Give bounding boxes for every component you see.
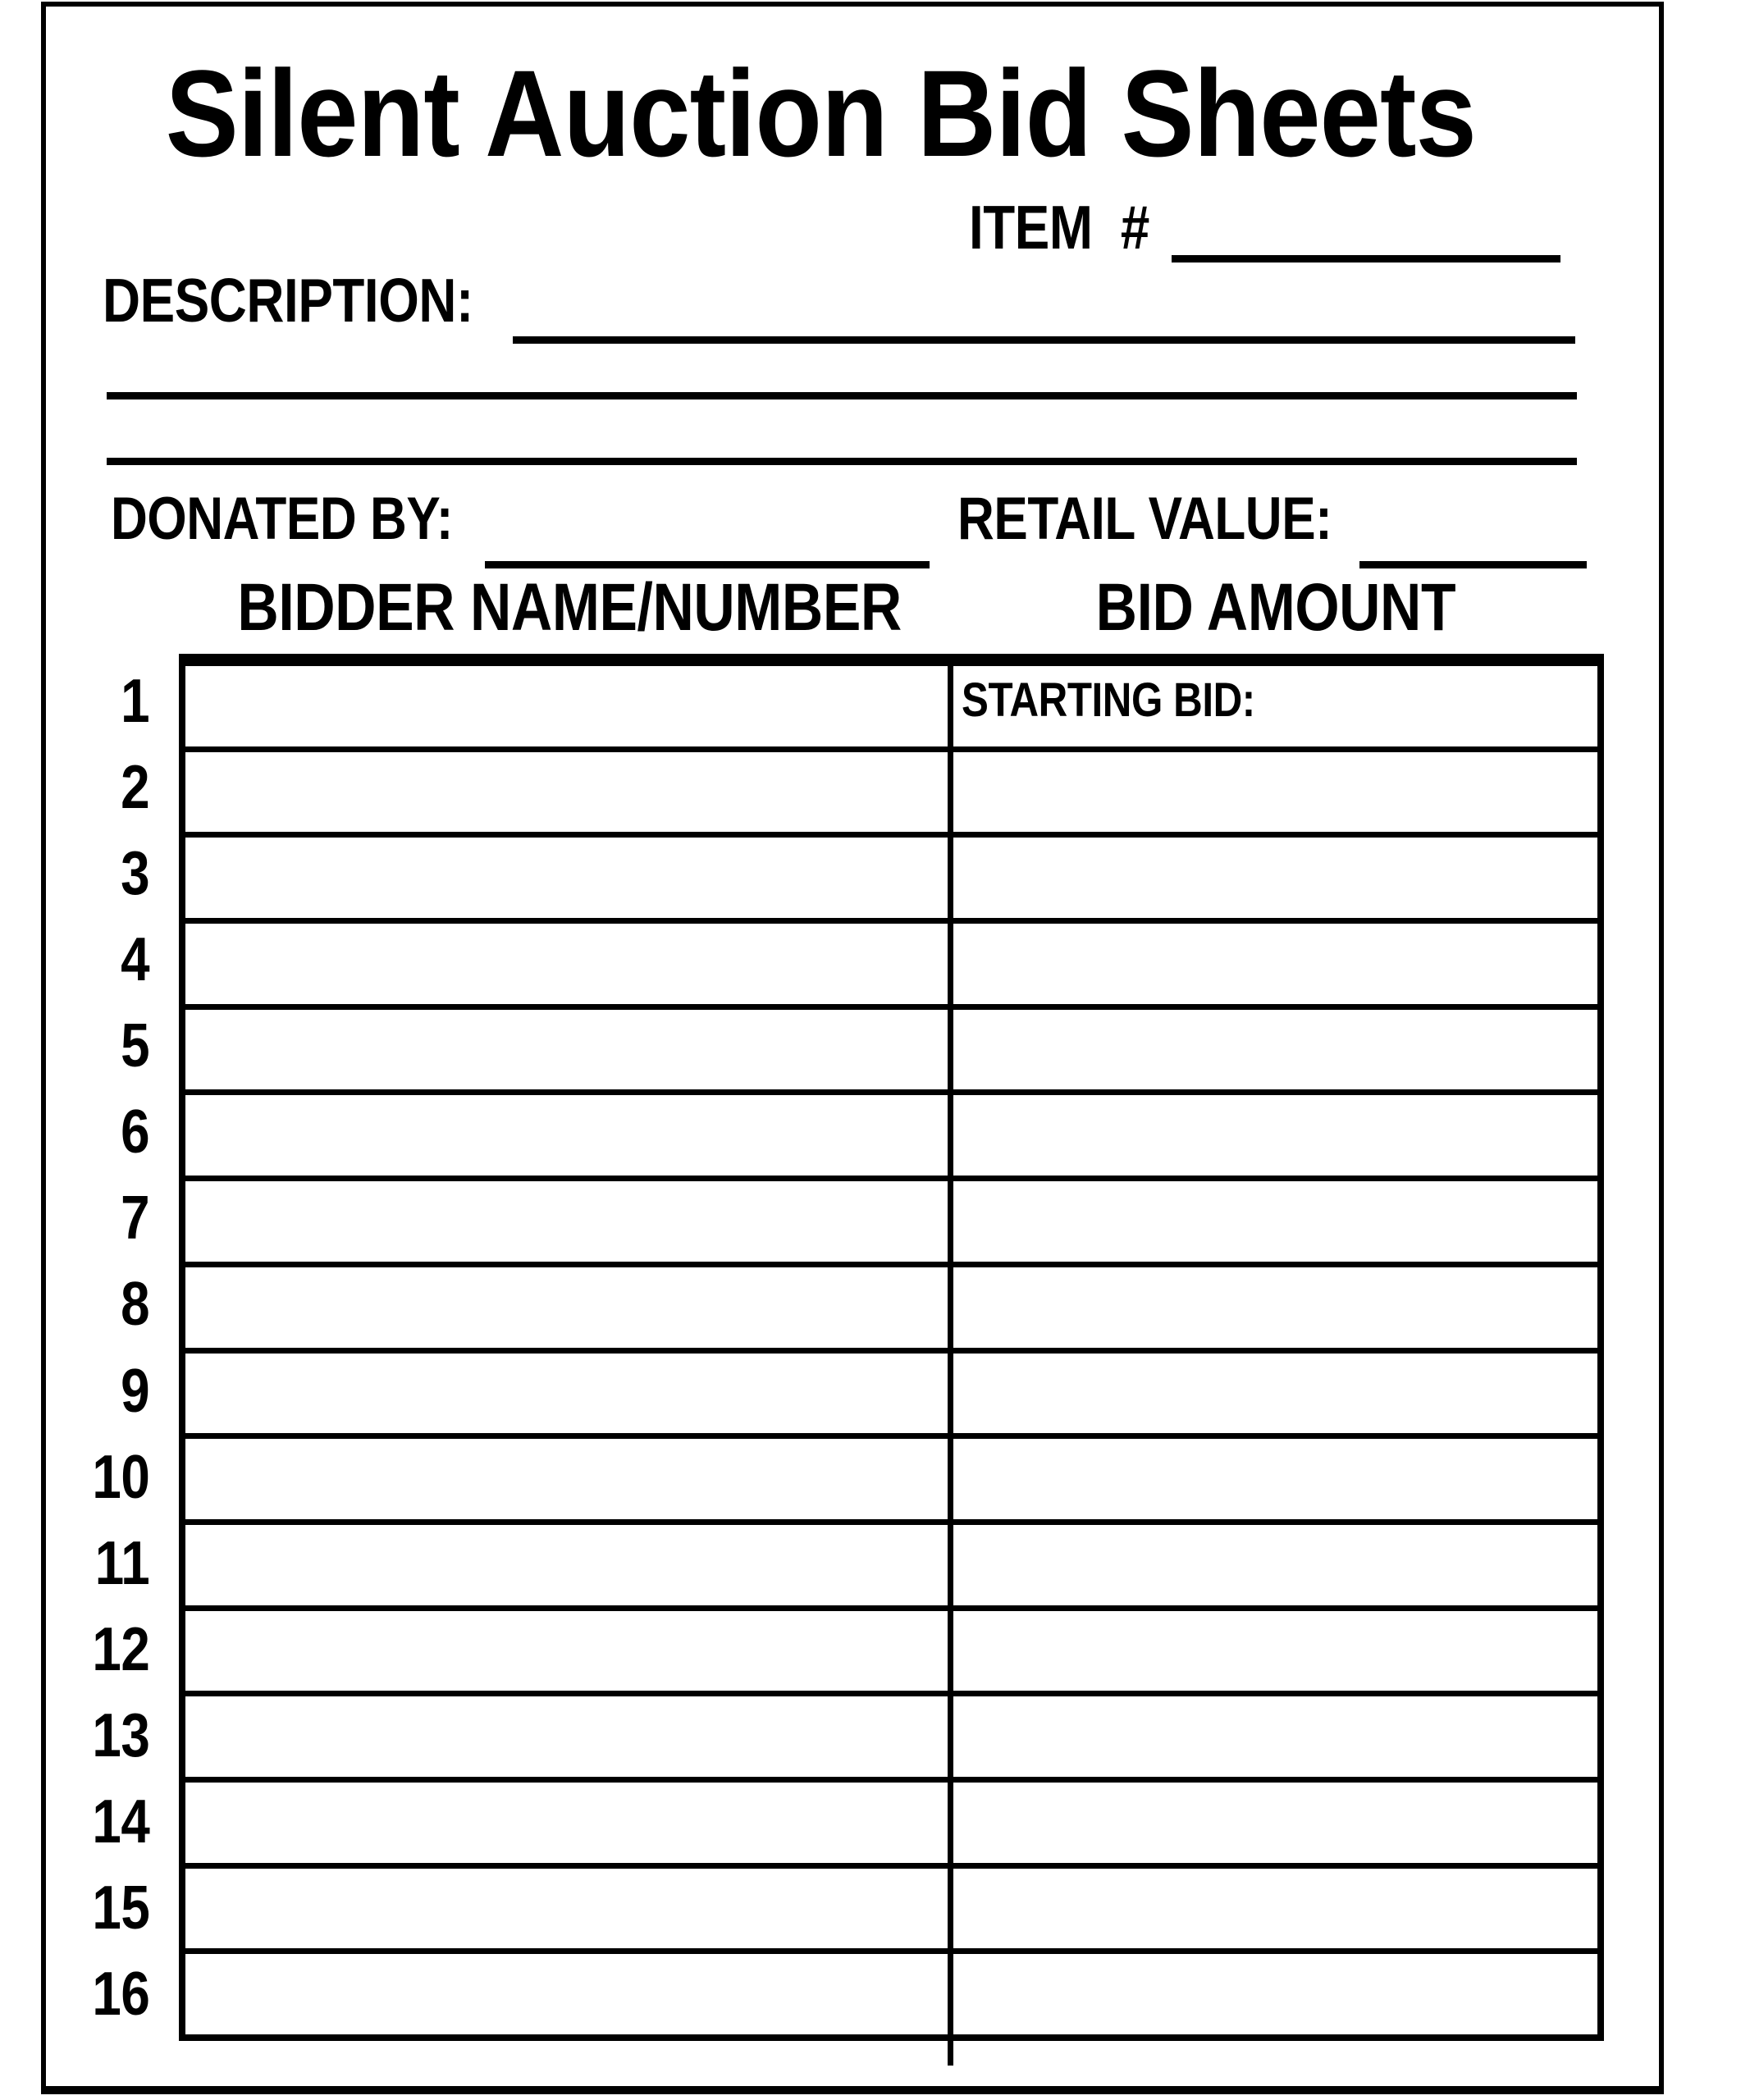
table-row [185,1004,1597,1090]
row-number-text: 2 [120,751,149,821]
row-number-text: 4 [120,924,149,993]
row-number-text: 13 [91,1701,149,1770]
row-number-9 [0,1344,164,1431]
table-column-headers [179,570,1604,645]
row-number-13 [0,1690,164,1776]
title-row [0,44,1641,182]
row-number-12 [0,1603,164,1689]
row-number-10 [0,1431,164,1517]
table-row [185,746,1597,833]
row-number-5 [0,1000,164,1086]
row-number-text: 14 [91,1787,149,1856]
table-row [185,660,1597,746]
column-divider-line [948,660,953,2066]
row-number-1 [0,660,164,741]
row-number-text: 15 [91,1873,149,1942]
item-number-blank-line [1172,255,1560,262]
retail-value-blank-line [1359,561,1587,568]
row-number-11 [0,1517,164,1603]
table-row [185,1089,1597,1176]
row-number-14 [0,1776,164,1862]
row-number-8 [0,1258,164,1344]
table-row [185,1348,1597,1434]
starting-bid-label: STARTING BID: [962,673,1255,727]
retail-value-label: RETAIL VALUE: [957,486,1332,552]
row-number-7 [0,1172,164,1258]
table-row [185,1176,1597,1262]
row-number-column [0,654,164,2041]
table-row [185,832,1597,918]
row-number-text: 6 [120,1097,149,1166]
row-number-text: 10 [91,1441,149,1511]
row-number-text: 3 [120,838,149,907]
row-number-text: 1 [120,665,149,735]
bid-table [179,654,1604,2041]
description-blank-line-3 [107,458,1577,465]
item-number-label: ITEM # [969,193,1149,262]
row-number-text: 12 [91,1614,149,1683]
row-number-text: 11 [94,1527,149,1597]
table-row [185,1262,1597,1348]
bidder-name-column-header: BIDDER NAME/NUMBER [237,570,902,645]
table-row [185,1948,1597,2034]
row-number-16 [0,1948,164,2034]
donated-by-blank-line [485,561,930,568]
table-row [185,1433,1597,1519]
table-row [185,1605,1597,1691]
row-number-text: 16 [91,1959,149,2029]
row-number-4 [0,913,164,999]
donated-by-label: DONATED BY: [111,486,454,552]
description-label: DESCRIPTION: [103,266,473,335]
description-blank-line-2 [107,392,1577,399]
row-number-15 [0,1862,164,1948]
table-row [185,918,1597,1004]
table-row [185,1519,1597,1605]
page-title: Silent Auction Bid Sheets [165,44,1476,182]
description-blank-line-1 [513,336,1575,344]
row-number-2 [0,741,164,827]
table-row [185,1863,1597,1949]
bid-amount-column-header: BID AMOUNT [1095,570,1456,645]
table-row [185,1777,1597,1863]
table-row [185,1691,1597,1777]
row-number-text: 5 [120,1011,149,1080]
row-number-text: 7 [120,1183,149,1253]
row-number-6 [0,1086,164,1172]
row-number-text: 8 [120,1269,149,1339]
row-number-text: 9 [120,1355,149,1425]
row-number-3 [0,827,164,913]
